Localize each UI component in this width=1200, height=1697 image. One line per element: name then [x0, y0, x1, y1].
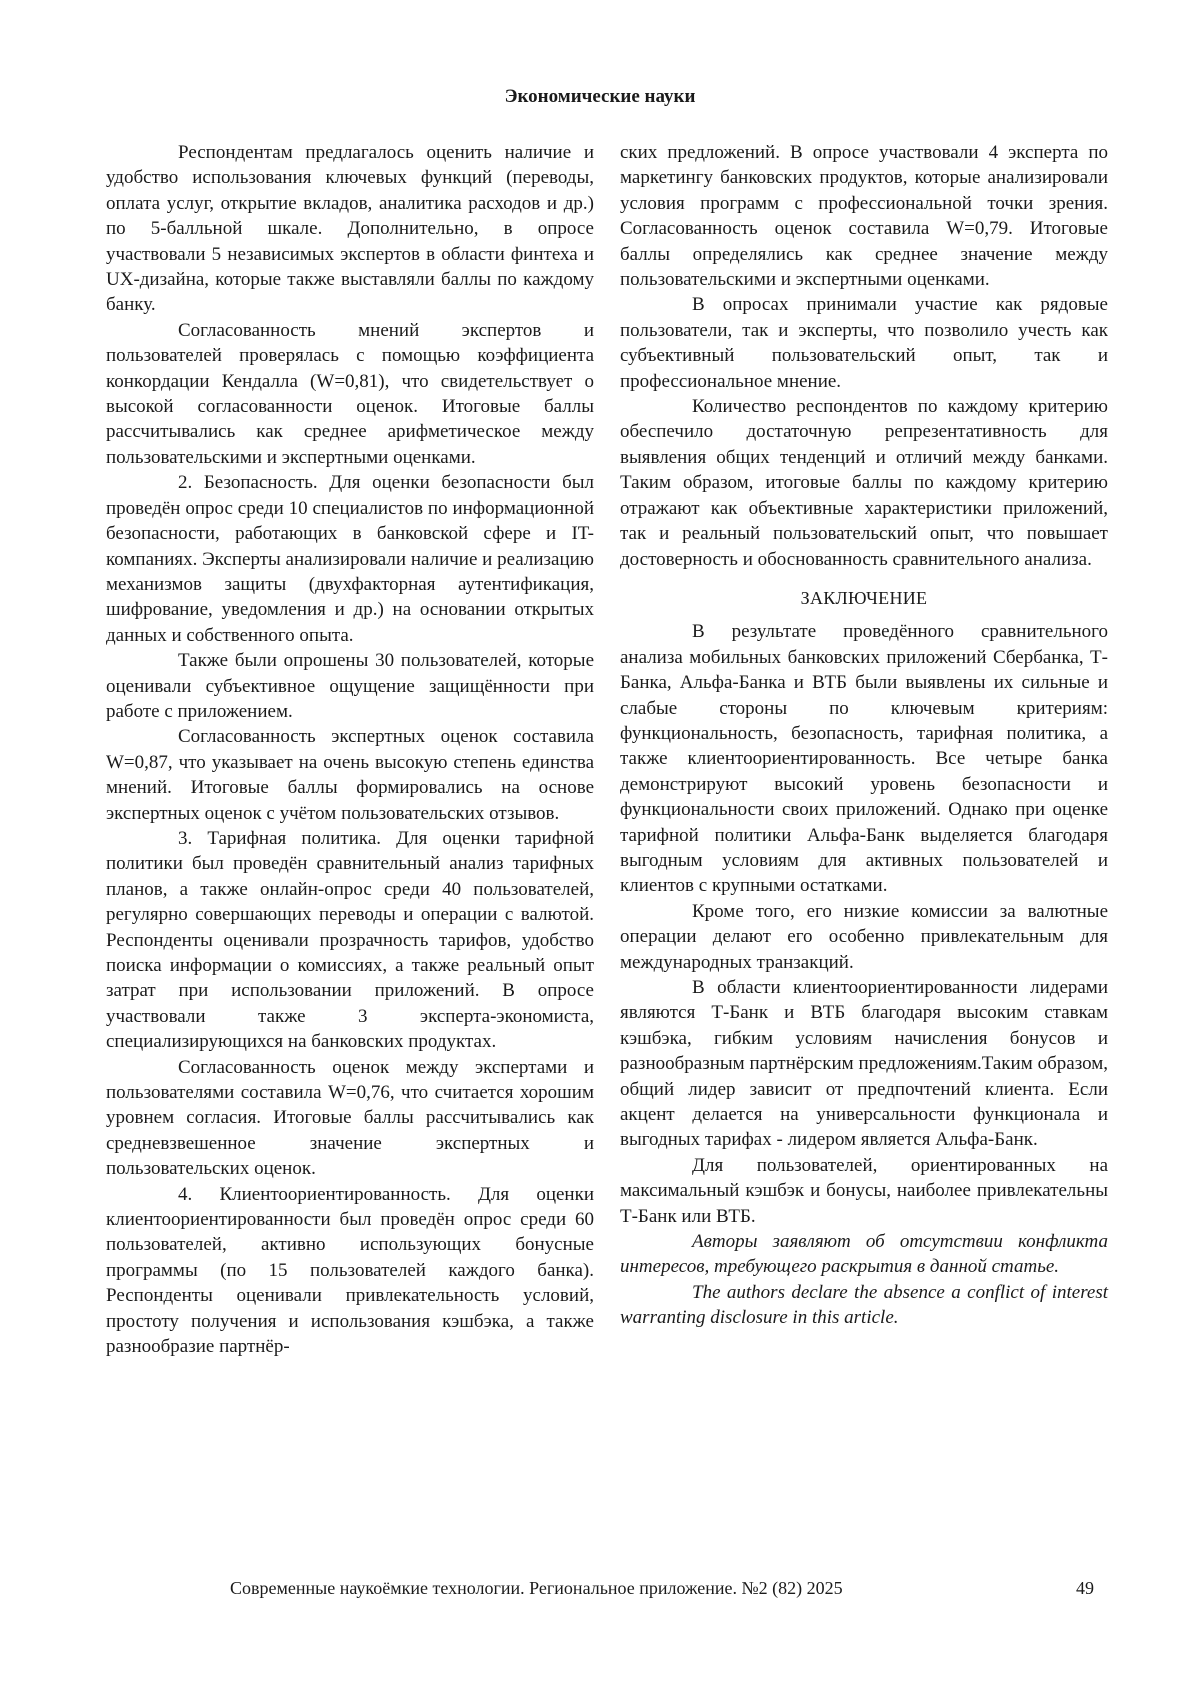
- paragraph: Для пользователей, ориентированных на максимальный кэшбэк и бонусы, наиболее привлекательны Т-Банк или ВТБ.: [620, 1154, 1108, 1227]
- paragraph: В опросах принимали участие как рядовые пользователи, так и эксперты, что позволило учесть как субъективный пользовательский опыт, так и профессиональное мнение.: [620, 294, 1108, 392]
- paragraph: В области клиентоориентированности лидерами являются Т-Банк и ВТБ благодаря высоким ставкам кэшбэка, гибким условиям начисления бонусов и разнообразным партнёрским предложениям.Таким образом, общий лидер зависит от предпочтений клиента. Если акцент делается на универсальности функционала и выгодных тарифах - лидером является Альфа-Банк.: [620, 977, 1108, 1151]
- paragraph: Респондентам предлагалось оценить наличие и удобство использования ключевых функций (переводы, оплата услуг, открытие вкладов, аналитика расходов и др.) по 5-балльной шкале. Дополнительно, в опросе участвовали 5 независимых экспертов в области финтеха и UX-дизайна, которые также выставляли баллы по каждому банку.: [106, 142, 594, 316]
- paragraph: Кроме того, его низкие комиссии за валютные операции делают его особенно привлекательным для международных транзакций.: [620, 900, 1108, 973]
- paragraph: Также были опрошены 30 пользователей, которые оценивали субъективное ощущение защищённости при работе с приложением.: [106, 650, 594, 722]
- right-column: [620, 140, 1108, 1331]
- paragraph: 4. Клиентоориентированность. Для оценки клиентоориентированности был проведён опрос среди 60 пользователей, активно использующих бонусные программы (по 15 пользователей каждого банка). Респонденты оценивали привлекательность условий, простоту получения и использования кэшбэка, а также разнообразие партнёр-: [106, 1183, 594, 1358]
- paragraph: 3. Тарифная политика. Для оценки тарифной политики был проведён сравнительный анализ тарифных планов, а также онлайн-опрос среди 40 пользователей, регулярно совершающих переводы и операции с валютой. Респонденты оценивали прозрачность тарифов, удобство поиска информации о комиссиях, а также реальный опыт затрат при использовании приложений. В опросе участвовали также 3 эксперта-экономиста, специализирующихся на банковских продуктах.: [106, 827, 594, 1053]
- left-column: [106, 140, 594, 1360]
- paragraph: Согласованность экспертных оценок составила W=0,87, что указывает на очень высокую степень единства мнений. Итоговые баллы формировались на основе экспертных оценок с учётом пользовательских отзывов.: [106, 726, 594, 824]
- page-number: 49: [1076, 1578, 1094, 1598]
- conclusion-heading: ЗАКЛЮЧЕНИЕ: [800, 587, 928, 608]
- section-header: Экономические науки: [504, 86, 696, 107]
- paragraph: В результате проведённого сравнительного анализа мобильных банковских приложений Сбербанка, Т-Банка, Альфа-Банка и ВТБ были выявлены их сильные и слабые стороны по ключевым критериям: функциональность, безопасность, тарифная политика, а также клиентоориентированность. Все четыре банка демонстрируют высокий уровень безопасности и функциональности своих приложений. Однако при оценке тарифной политики Альфа-Банк выделяется благодаря выгодным условиям для активных пользователей и клиентов с крупными остатками.: [620, 621, 1108, 897]
- conflict-statement-en: The authors declare the absence a conflict of interest warranting disclosure in this article.: [620, 1281, 1108, 1329]
- paragraph: Количество респондентов по каждому критерию обеспечило достаточную репрезентативность для выявления общих тенденций и отличий между банками. Таким образом, итоговые баллы по каждому критерию отражают как объективные характеристики приложений, так и реальный пользовательский опыт, что повышает достоверность и обоснованность сравнительного анализа.: [620, 396, 1108, 570]
- paragraph: Согласованность оценок между экспертами и пользователями составила W=0,76, что считается хорошим уровнем согласия. Итоговые баллы рассчитывались как средневзвешенное значение экспертных и пользовательских оценок.: [106, 1056, 594, 1180]
- paragraph-continued: ских предложений. В опросе участвовали 4 эксперта по маркетингу банковских продуктов, которые анализировали условия программ с профессиональной точки зрения. Согласованность оценок составила W=0,79. Итоговые баллы определялись как среднее значение между пользовательскими и экспертными оценками.: [620, 142, 1108, 291]
- conflict-statement-ru: Авторы заявляют об отсутствии конфликта интересов, требующего раскрытия в данной статье.: [620, 1231, 1108, 1278]
- journal-title: Современные наукоёмкие технологии. Региональное приложение. №2 (82) 2025: [230, 1578, 843, 1598]
- paragraph: Согласованность мнений экспертов и пользователей проверялась с помощью коэффициента конкордации Кендалла (W=0,81), что свидетельствует о высокой согласованности оценок. Итоговые баллы рассчитывались как среднее арифметическое между пользовательскими и экспертными оценками.: [106, 319, 594, 468]
- paragraph: 2. Безопасность. Для оценки безопасности был проведён опрос среди 10 специалистов по информационной безопасности, работающих в банковской сфере и IT-компаниях. Эксперты анализировали наличие и реализацию механизмов защиты (двухфакторная аутентификация, шифрование, уведомления и др.) на основании открытых данных и собственного опыта.: [106, 472, 594, 646]
